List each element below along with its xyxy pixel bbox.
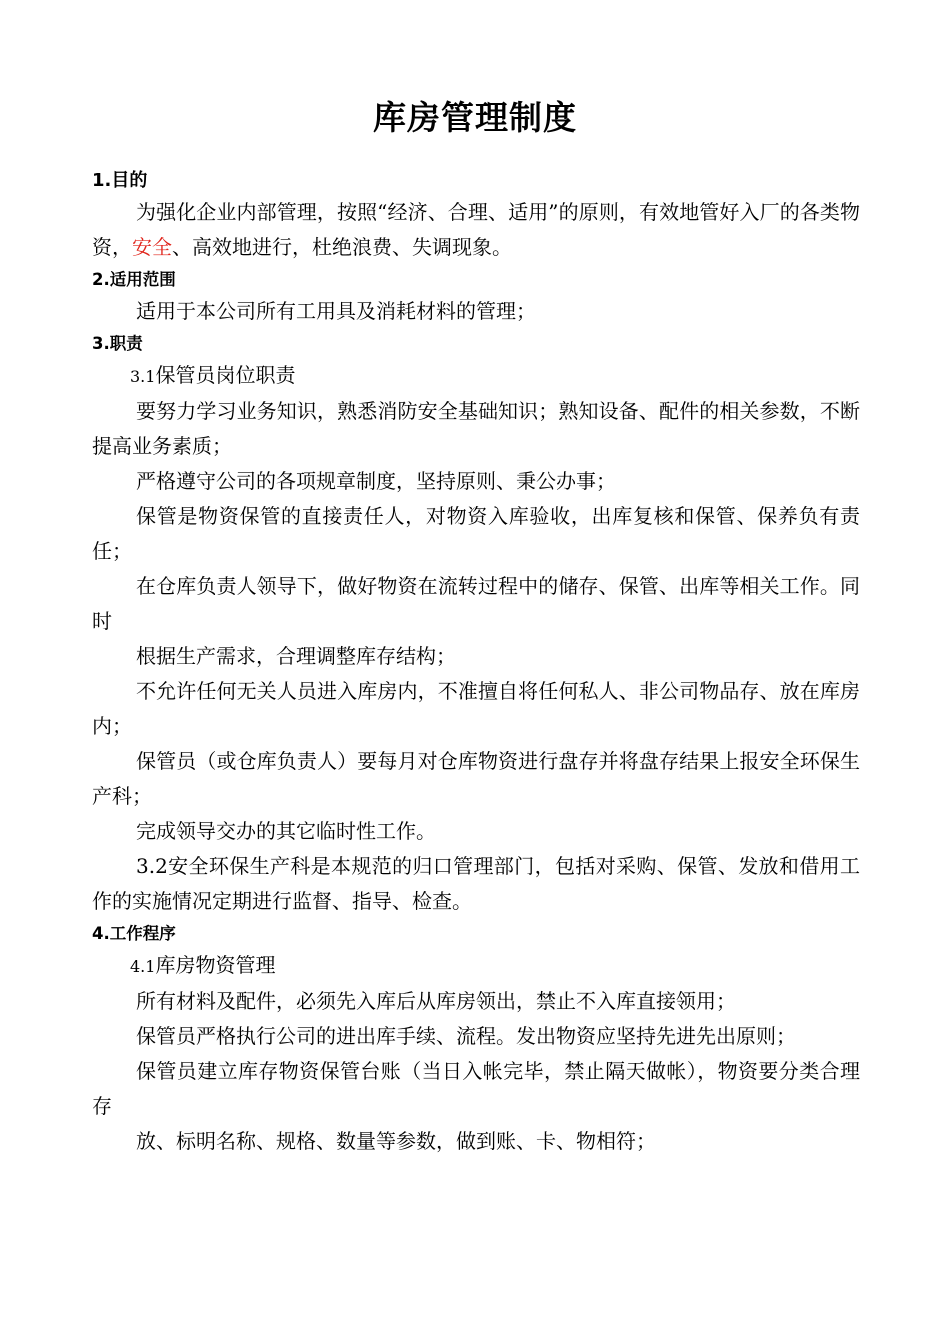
paragraph-duty-5: 根据生产需求，合理调整库存结构；	[136, 644, 456, 668]
subsection-number: 3.1	[130, 367, 156, 386]
section-heading-scope: 2.适用范围	[92, 270, 176, 289]
paragraph-duty-4: 在仓库负责人领导下，做好物资在流转过程中的储存、保管、出库等相关工作。同时	[92, 574, 860, 633]
paragraph-duty-3: 保管是物资保管的直接责任人，对物资入库验收，出库复核和保管、保养负有责任；	[92, 504, 860, 563]
subsection-heading-keeper-duties	[92, 358, 860, 394]
paragraph-procedure-4: 放、标明名称、规格、数量等参数，做到账、卡、物相符；	[136, 1129, 656, 1153]
paragraph-purpose	[92, 195, 860, 265]
paragraph-procedure-3: 保管员建立库存物资保管台账（当日入帐完毕，禁止隔天做帐），物资要分类合理存	[92, 1059, 860, 1118]
paragraph-text: 为强化企业内部管理，按照“经济、合理、适用”的原则，有效地管好入厂的各类物资，	[92, 200, 860, 259]
paragraph-scope: 适用于本公司所有工用具及消耗材料的管理；	[136, 299, 536, 323]
document-body	[92, 166, 860, 1159]
paragraph-3-2: 3.2安全环保生产科是本规范的归口管理部门，包括对采购、保管、发放和借用工作的实施情况定期进行监督、指导、检查。	[92, 854, 860, 913]
highlighted-text-safety: 安全	[132, 235, 172, 259]
section-heading-responsibilities: 3.职责	[92, 334, 143, 353]
section-heading-procedure: 4.工作程序	[92, 924, 176, 943]
subsection-label: 保管员岗位职责	[155, 363, 296, 387]
paragraph-procedure-2: 保管员严格执行公司的进出库手续、流程。发出物资应坚持先进先出原则；	[136, 1024, 796, 1048]
paragraph-duty-8: 完成领导交办的其它临时性工作。	[136, 819, 436, 843]
subsection-heading-warehouse-materials	[92, 948, 860, 984]
page-title: 库房管理制度	[373, 98, 577, 137]
paragraph-duty-1: 要努力学习业务知识，熟悉消防安全基础知识；熟知设备、配件的相关参数，不断提高业务素质；	[92, 399, 860, 458]
subsection-number: 4.1	[130, 957, 156, 976]
paragraph-duty-7: 保管员（或仓库负责人）要每月对仓库物资进行盘存并将盘存结果上报安全环保生产科；	[92, 749, 860, 808]
subsection-label: 库房物资管理	[155, 953, 276, 977]
paragraph-duty-6: 不允许任何无关人员进入库房内，不准擅自将任何私人、非公司物品存、放在库房内；	[92, 679, 860, 738]
section-heading-purpose: 1.目的	[92, 170, 148, 191]
paragraph-text: 、高效地进行，杜绝浪费、失调现象。	[172, 235, 512, 259]
paragraph-duty-2: 严格遵守公司的各项规章制度，坚持原则、秉公办事；	[136, 469, 616, 493]
paragraph-procedure-1: 所有材料及配件，必须先入库后从库房领出，禁止不入库直接领用；	[136, 989, 736, 1013]
